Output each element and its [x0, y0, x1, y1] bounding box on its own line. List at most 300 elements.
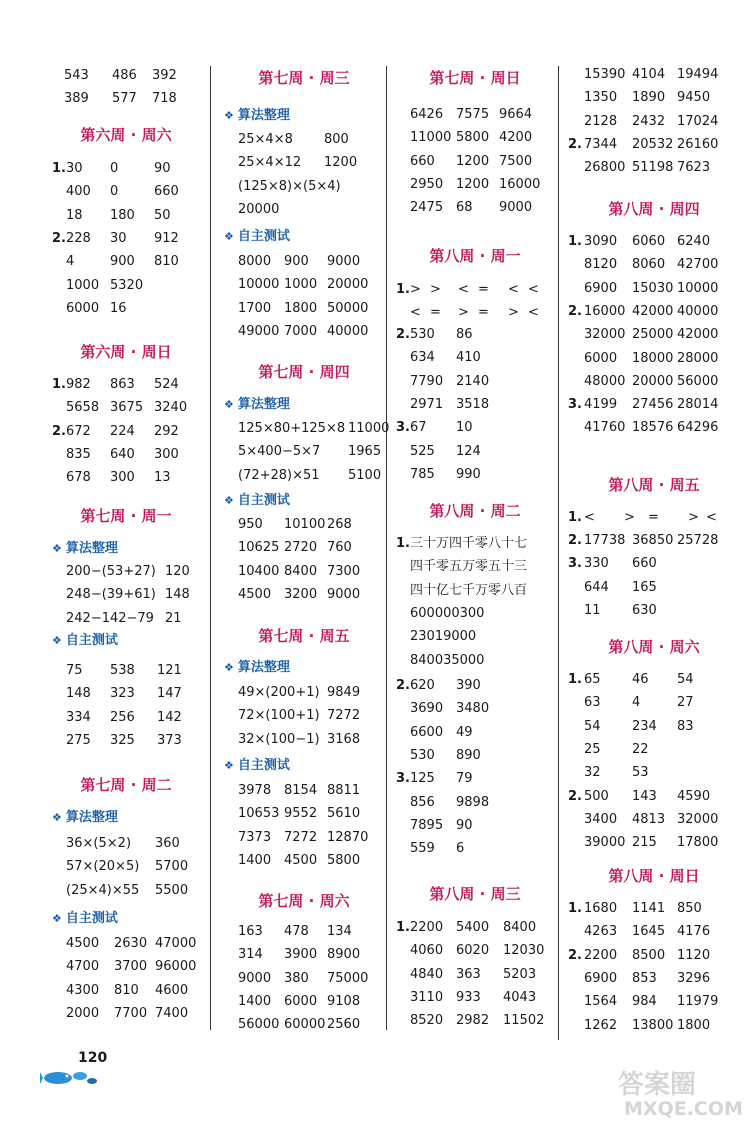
- answer-row: [396, 986, 554, 1010]
- answer-value: 22: [632, 741, 649, 757]
- answer-value: 46: [632, 672, 649, 687]
- answer-value: 486: [112, 68, 137, 83]
- answer-value: 990: [456, 466, 481, 482]
- answer-value: 27: [677, 695, 694, 711]
- answer-value: 2971: [410, 396, 444, 412]
- answer-value: 180: [110, 207, 135, 223]
- answer-value: 32000: [584, 327, 626, 343]
- answer-value: 2432: [632, 113, 666, 129]
- answer-value: 50000: [327, 300, 369, 316]
- answer-value: <: [508, 282, 519, 297]
- answer-value: 7575: [456, 107, 490, 122]
- column-divider-1: [210, 66, 211, 1030]
- answer-value: 853: [632, 970, 657, 986]
- answer-value: >: [458, 305, 469, 321]
- answer-value: 9000: [499, 200, 533, 216]
- answer-value: 9898: [456, 794, 490, 810]
- answer-row: [568, 897, 740, 921]
- subsection-label: [224, 754, 290, 778]
- answer-row: [396, 463, 554, 487]
- answer-value: 16000: [499, 176, 541, 192]
- answer-value: =: [478, 282, 489, 297]
- section-heading: 第六周 · 周六: [80, 126, 172, 144]
- answer-value: 363: [456, 966, 481, 982]
- question-number: 2.: [52, 230, 66, 246]
- answer-value: 7344: [584, 136, 618, 152]
- answer-value: 6426: [410, 107, 444, 122]
- answer-value: 3296: [677, 970, 711, 986]
- answer-row: [568, 1014, 740, 1038]
- answer-value: 56000: [677, 373, 719, 389]
- answer-row: [568, 668, 740, 692]
- question-number: 1.: [568, 672, 582, 687]
- answer-row: [224, 802, 384, 826]
- answer-value: 6900: [584, 970, 618, 986]
- answer-value: 8000: [238, 254, 272, 269]
- answer-row: [52, 373, 200, 397]
- answer-value: 10625: [238, 540, 280, 556]
- answer-row: [52, 250, 200, 274]
- answer-row: [224, 128, 384, 152]
- answer-value: 644: [584, 579, 609, 595]
- answer-value: 1200: [456, 153, 490, 169]
- answer-value: 982: [66, 377, 91, 392]
- answer-value: 224: [110, 423, 135, 439]
- question-number: 1.: [52, 377, 66, 392]
- answer-value: 8060: [632, 257, 666, 273]
- answer-value: 1120: [677, 947, 711, 963]
- answer-row: [52, 64, 200, 88]
- question-number: 2.: [568, 533, 582, 548]
- answer-value: 三十万四千零八十七: [410, 536, 528, 551]
- answer-row: [224, 943, 384, 967]
- answer-row: [396, 1009, 554, 1033]
- answer-row: [224, 849, 384, 873]
- answer-value: 478: [284, 924, 309, 939]
- subsection-label-text: 算法整理: [237, 660, 290, 675]
- answer-row: [568, 347, 740, 371]
- watermark: [618, 1064, 742, 1124]
- answer-row: [224, 273, 384, 297]
- answer-value: 630: [632, 602, 657, 618]
- diamond-bullet-icon: ❖: [224, 230, 234, 243]
- answer-row: [396, 173, 554, 197]
- answer-value: 30: [110, 230, 127, 246]
- answer-value: 678: [66, 470, 91, 486]
- answer-row: [568, 277, 740, 301]
- answer-row: [52, 607, 200, 631]
- answer-row: [224, 417, 390, 441]
- answer-value: 9000: [238, 970, 272, 986]
- answer-value: 660: [154, 184, 179, 200]
- answer-value: 148: [66, 686, 91, 702]
- answer-value: 538: [110, 663, 135, 678]
- diamond-bullet-icon: ❖: [52, 811, 62, 824]
- answer-value: 933: [456, 989, 481, 1005]
- section-heading: 第七周 · 周六: [258, 892, 350, 910]
- answer-value: 3168: [327, 731, 361, 747]
- answer-value: 380: [284, 970, 309, 986]
- answer-value: 54: [584, 718, 601, 734]
- answer-value: 125×80+125×8: [238, 421, 346, 436]
- answer-value: =: [648, 510, 659, 525]
- answer-row: [224, 151, 384, 175]
- answer-value: (125×8)×(5×4): [238, 178, 341, 194]
- answer-value: 3400: [584, 811, 618, 827]
- answer-value: 90: [456, 817, 473, 833]
- answer-value: 248−(39+61): [66, 587, 156, 603]
- answer-value: 530: [410, 327, 435, 342]
- answer-row: [568, 920, 740, 944]
- answer-value: 950: [238, 517, 263, 532]
- answer-row: [224, 536, 384, 560]
- answer-value: 10400: [238, 563, 280, 579]
- answer-value: 90: [154, 161, 171, 176]
- answer-row: [224, 826, 384, 850]
- answer-value: 390: [456, 678, 481, 693]
- answer-value: 4300: [66, 982, 100, 998]
- diamond-bullet-icon: ❖: [224, 759, 234, 772]
- answer-value: 20000: [327, 277, 369, 293]
- answer-value: 26800: [584, 160, 626, 176]
- answer-value: 8120: [584, 257, 618, 273]
- answer-value: 23019000: [410, 629, 477, 645]
- answer-row: [396, 579, 554, 603]
- answer-value: 16000: [584, 303, 626, 319]
- answer-value: 四十亿七千万零八百: [410, 582, 528, 598]
- answer-value: 1700: [238, 300, 272, 316]
- answer-value: 3675: [110, 400, 144, 416]
- answer-value: (25×4)×55: [66, 882, 140, 898]
- answer-value: 75000: [327, 970, 369, 986]
- answer-row: [568, 370, 740, 394]
- diamond-bullet-icon: ❖: [52, 912, 62, 925]
- question-number: 2.: [396, 327, 410, 342]
- subsection-label-text: 算法整理: [237, 108, 290, 123]
- answer-row: [396, 837, 554, 861]
- answer-value: 1965: [348, 444, 382, 460]
- answer-value: 1400: [238, 993, 272, 1009]
- answer-row: [396, 278, 554, 302]
- answer-value: 6000: [66, 300, 100, 316]
- answer-row: [52, 157, 200, 181]
- answer-value: 7373: [238, 829, 272, 845]
- answer-value: 25×4×8: [238, 132, 293, 147]
- answer-value: 242−142−79: [66, 610, 154, 626]
- answer-value: 15030: [632, 280, 674, 296]
- section-heading: 第七周 · 周三: [258, 69, 350, 87]
- answer-row: [52, 1002, 200, 1026]
- answer-value: 3200: [284, 586, 318, 602]
- answer-value: >: [624, 510, 635, 525]
- answer-row: [396, 346, 554, 370]
- answer-value: 四千零五万零五十三: [410, 559, 528, 575]
- answer-value: 6000: [284, 993, 318, 1009]
- fish-logo-icon: [40, 1066, 100, 1088]
- answer-row: [52, 227, 200, 251]
- answer-value: 4500: [284, 852, 318, 868]
- answer-value: 275: [66, 732, 91, 748]
- answer-value: =: [430, 305, 441, 321]
- section-heading: 第八周 · 周一: [429, 247, 521, 265]
- answer-value: 64296: [677, 420, 719, 436]
- answer-row: [224, 250, 384, 274]
- answer-row: [52, 180, 200, 204]
- answer-value: 6: [456, 841, 465, 857]
- answer-value: 4060: [410, 943, 444, 959]
- answer-value: 121: [157, 663, 182, 678]
- subsection-label: [52, 907, 118, 931]
- answer-value: <: [458, 282, 469, 297]
- answer-value: 41760: [584, 420, 626, 436]
- answer-value: 10000: [677, 280, 719, 296]
- question-number: 3.: [396, 771, 410, 787]
- answer-value: 4: [66, 254, 75, 270]
- answer-value: 39000: [584, 835, 626, 851]
- subsection-label-text: 算法整理: [65, 810, 118, 825]
- answer-value: 530: [410, 747, 435, 763]
- answer-value: 18: [66, 207, 83, 223]
- answer-value: 9000: [327, 254, 361, 269]
- answer-row: [224, 920, 384, 944]
- answer-value: 25×4×12: [238, 155, 302, 171]
- answer-value: 835: [66, 446, 91, 462]
- subsection-label: [224, 489, 290, 513]
- answer-value: 3700: [114, 959, 148, 975]
- answer-value: 8400: [284, 563, 318, 579]
- answer-value: 1350: [584, 90, 618, 106]
- answer-value: 2200: [584, 947, 618, 963]
- answer-row: [568, 63, 740, 87]
- answer-value: 760: [327, 540, 352, 556]
- answer-value: 67: [410, 420, 427, 436]
- section-heading: 第八周 · 周日: [608, 867, 700, 885]
- question-number: 3.: [568, 397, 582, 413]
- answer-row: [52, 560, 200, 584]
- answer-value: 9552: [284, 806, 318, 822]
- question-number: 1.: [568, 234, 582, 249]
- answer-row: [396, 916, 554, 940]
- section-heading: 第七周 · 周二: [80, 776, 172, 794]
- answer-value: 8811: [327, 783, 361, 798]
- answer-value: 1400: [238, 852, 272, 868]
- answer-value: 3978: [238, 783, 272, 798]
- answer-value: 9108: [327, 993, 361, 1009]
- answer-value: 984: [632, 994, 657, 1010]
- answer-value: 3518: [456, 396, 490, 412]
- answer-row: [396, 649, 554, 673]
- answer-value: 525: [410, 443, 435, 459]
- answer-row: [568, 156, 740, 180]
- answer-value: 7000: [284, 323, 318, 339]
- subsection-label: [52, 629, 118, 653]
- answer-value: >: [410, 282, 421, 297]
- answer-value: 524: [154, 377, 179, 392]
- subsection-label-text: 自主测试: [237, 493, 290, 508]
- answer-row: [396, 697, 554, 721]
- answer-value: 234: [632, 718, 657, 734]
- answer-value: <: [410, 305, 421, 321]
- answer-row: [396, 393, 554, 417]
- answer-row: [224, 297, 384, 321]
- answer-value: 63: [584, 695, 601, 711]
- question-number: 2.: [568, 136, 582, 152]
- answer-value: 142: [157, 709, 182, 725]
- answer-value: 20000: [238, 201, 280, 217]
- answer-value: 86: [456, 327, 473, 342]
- section-heading: 第八周 · 周六: [608, 638, 700, 656]
- answer-value: 863: [110, 377, 135, 392]
- answer-value: 1890: [632, 90, 666, 106]
- answer-value: 6900: [584, 280, 618, 296]
- answer-value: 300: [110, 470, 135, 486]
- answer-row: [52, 274, 200, 298]
- answer-value: 2140: [456, 373, 490, 389]
- answer-row: [52, 932, 200, 956]
- answer-value: 4590: [677, 788, 711, 804]
- answer-value: 5610: [327, 806, 361, 822]
- answer-value: <: [528, 305, 539, 321]
- answer-row: [396, 103, 554, 127]
- answer-value: 49×(200+1): [238, 685, 320, 700]
- section-heading: 第六周 · 周日: [80, 343, 172, 361]
- answer-value: =: [478, 305, 489, 321]
- answer-value: 1200: [324, 155, 358, 171]
- answer-value: 325: [110, 732, 135, 748]
- answer-value: 12030: [503, 943, 545, 959]
- answer-value: 2950: [410, 176, 444, 192]
- answer-value: 500: [584, 788, 609, 804]
- answer-row: [224, 583, 384, 607]
- answer-row: [396, 532, 554, 556]
- answer-row: [568, 990, 740, 1014]
- answer-row: [396, 625, 554, 649]
- answer-row: [52, 955, 200, 979]
- answer-value: 8154: [284, 783, 318, 798]
- answer-value: 292: [154, 423, 179, 439]
- answer-value: 42000: [677, 327, 719, 343]
- answer-value: 200−(53+27): [66, 564, 156, 579]
- answer-row: [52, 832, 200, 856]
- answer-value: 49000: [238, 323, 280, 339]
- answer-value: 40000: [677, 303, 719, 319]
- answer-value: 4700: [66, 959, 100, 975]
- answer-row: [568, 133, 740, 157]
- answer-value: <: [706, 510, 717, 525]
- subsection-label: [224, 393, 290, 417]
- answer-value: 856: [410, 794, 435, 810]
- answer-row: [568, 944, 740, 968]
- subsection-label: [52, 537, 118, 561]
- answer-row: [568, 393, 740, 417]
- answer-value: 2560: [327, 1017, 361, 1033]
- answer-value: 268: [327, 517, 352, 532]
- answer-value: 32000: [677, 811, 719, 827]
- answer-value: 5100: [348, 467, 382, 483]
- answer-value: (72+28)×51: [238, 467, 320, 483]
- question-number: 1.: [52, 161, 66, 176]
- answer-row: [396, 370, 554, 394]
- diamond-bullet-icon: ❖: [52, 542, 62, 555]
- answer-value: 5658: [66, 400, 100, 416]
- answer-value: 32: [584, 765, 601, 781]
- answer-value: 42700: [677, 257, 719, 273]
- answer-value: 672: [66, 423, 91, 439]
- subsection-label-text: 自主测试: [65, 633, 118, 648]
- subsection-label-text: 算法整理: [65, 541, 118, 556]
- answer-value: 1800: [677, 1017, 711, 1033]
- answer-value: 5500: [155, 882, 189, 898]
- subsection-label: [224, 104, 290, 128]
- answer-value: 60000: [284, 1017, 326, 1033]
- question-number: 1.: [396, 536, 410, 551]
- answer-value: 17800: [677, 835, 719, 851]
- answer-row: [52, 583, 200, 607]
- answer-value: >: [508, 305, 519, 321]
- answer-value: 620: [410, 678, 435, 693]
- answer-row: [568, 110, 740, 134]
- answer-row: [52, 420, 200, 444]
- answer-row: [568, 253, 740, 277]
- answer-row: [396, 196, 554, 220]
- answer-value: >: [430, 282, 441, 297]
- answer-value: 228: [66, 230, 91, 246]
- answer-value: 2982: [456, 1013, 490, 1029]
- answer-value: 10653: [238, 806, 280, 822]
- answer-value: 3240: [154, 400, 188, 416]
- answer-value: 19494: [677, 67, 719, 82]
- answer-row: [568, 86, 740, 110]
- answer-value: 47000: [155, 936, 197, 951]
- answer-row: [52, 729, 200, 753]
- diamond-bullet-icon: ❖: [52, 634, 62, 647]
- answer-row: [224, 1013, 384, 1037]
- answer-value: 7272: [284, 829, 318, 845]
- column-divider-3: [558, 66, 559, 1040]
- answer-row: [224, 728, 384, 752]
- answer-value: 27456: [632, 397, 674, 413]
- answer-row: [396, 323, 554, 347]
- answer-value: 7500: [499, 153, 533, 169]
- answer-value: 3690: [410, 701, 444, 717]
- subsection-label-text: 自主测试: [237, 229, 290, 244]
- answer-value: 334: [66, 709, 91, 725]
- answer-row: [396, 416, 554, 440]
- answer-value: 323: [110, 686, 135, 702]
- answer-value: 11000: [410, 130, 452, 146]
- answer-value: 79: [456, 771, 473, 787]
- answer-row: [396, 814, 554, 838]
- answer-row: [568, 785, 740, 809]
- answer-row: [52, 396, 200, 420]
- answer-value: 68: [456, 200, 473, 216]
- answer-value: 4200: [499, 130, 533, 146]
- answer-value: 7700: [114, 1005, 148, 1021]
- subsection-label-text: 自主测试: [237, 758, 290, 773]
- answer-row: [568, 323, 740, 347]
- question-number: 1.: [568, 510, 582, 525]
- answer-row: [52, 879, 200, 903]
- answer-value: 3110: [410, 989, 444, 1005]
- section-heading: 第七周 · 周日: [429, 69, 521, 87]
- answer-row: [396, 939, 554, 963]
- answer-value: 21: [165, 610, 182, 626]
- answer-value: 4500: [66, 936, 100, 951]
- answer-value: 6060: [632, 234, 666, 249]
- answer-value: 148: [165, 587, 190, 603]
- answer-value: 389: [64, 91, 89, 107]
- answer-value: 30: [66, 161, 83, 176]
